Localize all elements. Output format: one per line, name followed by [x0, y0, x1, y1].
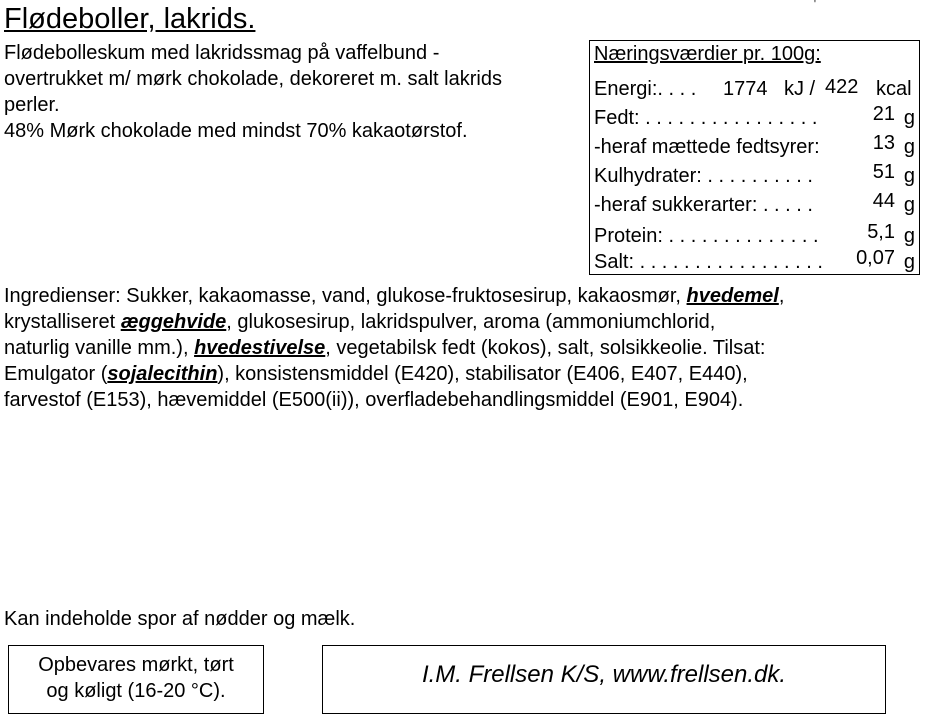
trace-warning: Kan indeholde spor af nødder og mælk.: [4, 608, 356, 630]
ingredients-text: ), konsistensmiddel (E420), stabilisator (E406, E407, E440),: [217, 363, 748, 385]
ingredients-text: , vegetabilsk fedt (kokos), salt, solsikkeolie. Tilsat:: [325, 337, 766, 359]
nutrition-heading: Næringsværdier pr. 100g:: [594, 43, 821, 65]
nutrition-row: [594, 220, 919, 248]
nutrient-label: Fedt: . . . . . . . . . . . . . . . .: [594, 107, 818, 129]
storage-box: [8, 645, 264, 714]
allergen-soy-lecithin: sojalecithin: [107, 363, 218, 385]
nutrient-value: 13: [872, 132, 895, 154]
ingredients-list: [4, 283, 926, 413]
product-description: [4, 40, 594, 144]
ingredients-line: farvestof (E153), hævemiddel (E500(ii)), overfladebehandlingsmiddel (E901, E904).: [4, 389, 744, 411]
nutrient-label: -heraf mættede fedtsyrer:: [594, 136, 820, 158]
description-line: Flødebolleskum med lakridssmag på vaffelbund -: [4, 42, 440, 64]
nutrition-row-energy: [594, 73, 919, 101]
ingredients-line: [4, 283, 926, 309]
nutrition-row: [594, 102, 919, 130]
nutrient-unit: g: [903, 194, 915, 216]
nutrient-label: -heraf sukkerarter: . . . . .: [594, 194, 813, 216]
nutrition-row: [594, 246, 919, 274]
nutrient-value: 5,1: [867, 221, 895, 243]
allergen-wheat-flour: hvedemel: [686, 285, 779, 307]
manufacturer-box: I.M. Frellsen K/S, www.frellsen.dk.: [322, 645, 886, 714]
description-line: overtrukket m/ mørk chokolade, dekoreret m. salt lakrids: [4, 68, 502, 90]
ingredients-line: [4, 309, 926, 335]
description-line: perler.: [4, 94, 60, 116]
nutrient-label: Salt: . . . . . . . . . . . . . . . . .: [594, 251, 823, 273]
corner-mark: ': [814, 0, 816, 10]
description-line: 48% Mørk chokolade med mindst 70% kakaotørstof.: [4, 120, 468, 142]
nutrient-unit: g: [903, 136, 915, 158]
ingredients-text: Emulgator (: [4, 363, 108, 385]
nutrient-unit: g: [903, 165, 915, 187]
nutrient-value: 21: [872, 103, 895, 125]
ingredients-text: naturlig vanille mm.),: [4, 337, 195, 359]
nutrient-label: Protein: . . . . . . . . . . . . . .: [594, 225, 819, 247]
allergen-wheat-starch: hvedestivelse: [194, 337, 326, 359]
ingredients-text: ,: [778, 285, 785, 307]
energy-kcal-unit: kcal: [876, 78, 912, 100]
nutrition-row: [594, 189, 919, 217]
ingredients-line: [4, 361, 926, 387]
energy-kj-unit: kJ /: [784, 78, 816, 100]
nutrition-row: [594, 160, 919, 188]
nutrient-unit: g: [903, 225, 915, 247]
storage-line: og køligt (16-20 °C).: [46, 680, 226, 702]
nutrient-unit: g: [903, 107, 915, 129]
storage-line: Opbevares mørkt, tørt: [38, 654, 234, 676]
nutrient-label: Kulhydrater: . . . . . . . . . .: [594, 165, 813, 187]
nutrient-value: 44: [872, 190, 895, 212]
nutrition-row: [594, 131, 919, 159]
energy-kj-value: 1774: [723, 78, 768, 100]
ingredients-text: Ingredienser: Sukker, kakaomasse, vand, glukose-fruktosesirup, kakaosmør,: [4, 285, 687, 307]
ingredients-text: , glukosesirup, lakridspulver, aroma (ammoniumchlorid,: [226, 311, 716, 333]
nutrient-value: 51: [872, 161, 895, 183]
energy-label: Energi:. . . .: [594, 78, 697, 100]
nutrient-unit: g: [903, 251, 915, 273]
ingredients-text: krystalliseret: [4, 311, 121, 333]
energy-kcal-value: 422: [825, 76, 859, 98]
allergen-egg-white: æggehvide: [120, 311, 227, 333]
nutrient-value: 0,07: [856, 247, 895, 269]
ingredients-line: [4, 335, 926, 361]
nutrition-table: [589, 40, 920, 275]
product-title: Flødeboller, lakrids.: [4, 3, 256, 35]
